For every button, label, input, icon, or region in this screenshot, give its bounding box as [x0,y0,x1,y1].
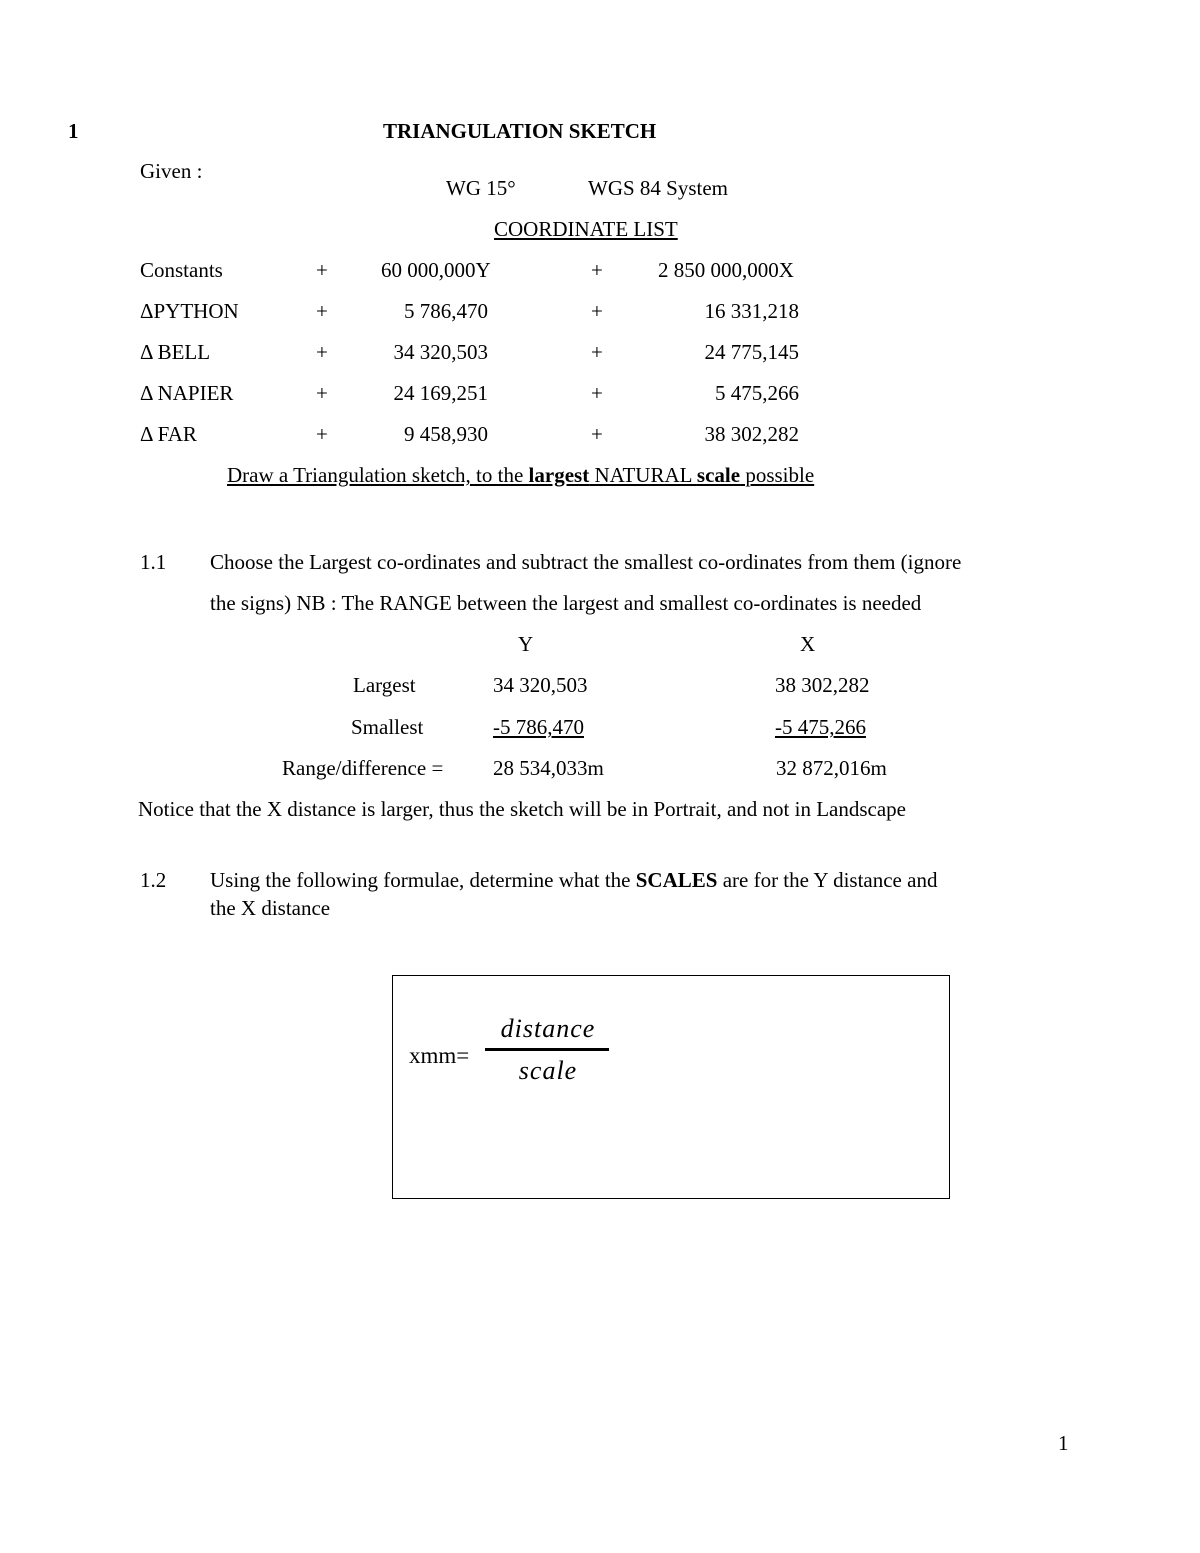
datum-wgs: WGS 84 System [588,176,729,200]
coord-y: 5 786,470 [404,299,488,323]
coord-sign-x: + [591,299,603,323]
formula-lhs: xmm= [409,1043,470,1068]
coord-name: Constants [140,258,223,282]
coord-y: 60 000,000Y [381,258,491,282]
section-1-1-text-line2: the signs) NB : The RANGE between the largest and smallest co-ordinates is needed [210,591,922,615]
datum-wg: WG 15° [446,176,516,200]
range-label: Range/difference = [282,756,444,780]
coord-sign-y: + [316,381,328,405]
largest-label: Largest [353,673,416,697]
coord-name: Δ FAR [140,422,197,446]
coord-name: Δ NAPIER [140,381,234,405]
coordinate-list-title: COORDINATE LIST [494,217,678,241]
coord-y: 9 458,930 [404,422,488,446]
coord-sign-y: + [316,299,328,323]
notice-text: Notice that the X distance is larger, thus the sketch will be in Portrait, and not in Landscape [138,797,906,821]
section-1-1-number: 1.1 [140,550,167,574]
coord-x: 5 475,266 [715,381,799,405]
section-1-2-text-line2: the X distance [210,896,331,920]
given-label: Given : [140,159,203,183]
formula-numerator: distance [500,1014,596,1043]
largest-y: 34 320,503 [493,673,588,697]
formula-denominator: scale [518,1056,578,1085]
fraction-bar [485,1048,609,1051]
coord-sign-y: + [316,258,328,282]
page-number: 1 [1058,1431,1069,1455]
range-x: 32 872,016m [776,756,887,780]
coord-y: 34 320,503 [393,340,488,364]
coord-x: 16 331,218 [704,299,799,323]
coord-y: 24 169,251 [393,381,488,405]
coord-name: Δ BELL [140,340,211,364]
coord-x: 2 850 000,000X [658,258,794,282]
formula-box [392,975,950,1199]
coord-sign-y: + [316,340,328,364]
section-1-2-text-line1: Using the following formulae, determine what the SCALES are for the Y distance and [210,868,938,892]
coord-sign-x: + [591,422,603,446]
coord-sign-x: + [591,340,603,364]
coord-sign-x: + [591,258,603,282]
range-col-y: Y [518,632,534,656]
smallest-x: -5 475,266 [775,715,866,739]
page-title: TRIANGULATION SKETCH [383,119,657,143]
coord-sign-y: + [316,422,328,446]
instruction: Draw a Triangulation sketch, to the largest NATURAL scale possible [227,463,815,487]
smallest-y: -5 786,470 [493,715,584,739]
section-1-2-number: 1.2 [140,868,167,892]
section-number: 1 [68,119,79,143]
coord-name: ΔPYTHON [140,299,239,323]
coord-sign-x: + [591,381,603,405]
coord-x: 24 775,145 [704,340,799,364]
range-y: 28 534,033m [493,756,604,780]
smallest-label: Smallest [351,715,424,739]
coord-x: 38 302,282 [704,422,799,446]
largest-x: 38 302,282 [775,673,870,697]
section-1-1-text-line1: Choose the Largest co-ordinates and subtract the smallest co-ordinates from them (ignore [210,550,962,574]
range-col-x: X [800,632,816,656]
